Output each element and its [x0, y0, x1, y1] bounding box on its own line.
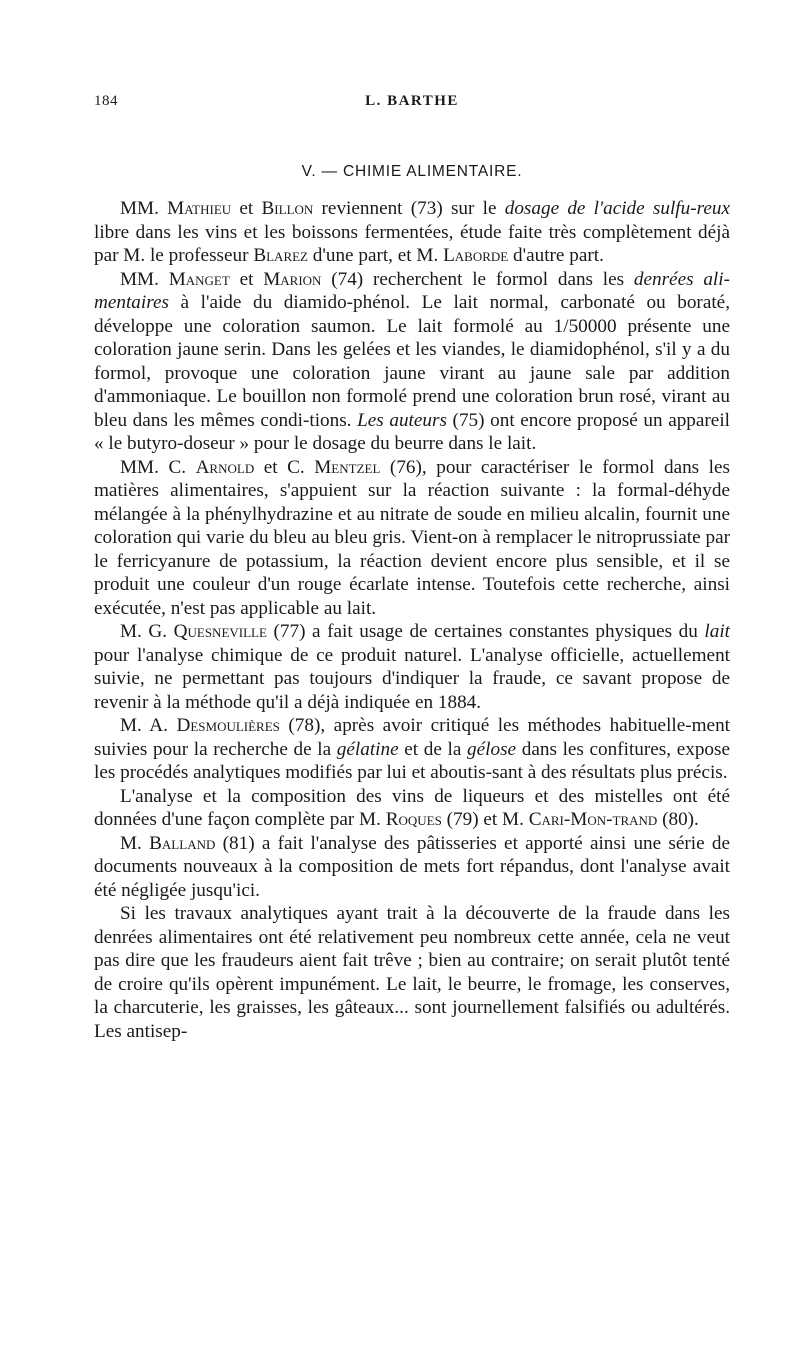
section-title: V. — CHIMIE ALIMENTAIRE.: [301, 163, 523, 180]
author-name: Desmoulières: [176, 715, 280, 736]
text-run: (77) a fait usage de certaines constantes physiques du: [266, 621, 705, 642]
text-run: (78), après avoir critiqué les méthodes habituelle-ment suivies pour la recherche de la: [94, 715, 731, 760]
paragraph: [94, 902, 730, 1043]
author-name: Marion: [263, 268, 322, 290]
text-run: et: [229, 268, 264, 290]
body-text: [94, 197, 730, 1043]
running-title: L. BARTHE: [365, 93, 459, 109]
author-name: Balland: [149, 832, 216, 854]
paragraph: [94, 832, 730, 903]
text-run: et C.: [254, 456, 315, 478]
italic-term: lait: [704, 621, 731, 642]
text-run: pour l'analyse chimique de ce produit naturel. L'analyse officielle, actuellement suivie, ne permettant pas toujours d'indiquer la fraude, ce savant propose de revenir à la méthode qu'il a déjà indiquée en 1884.: [94, 644, 730, 713]
paragraph: [94, 197, 730, 268]
text-run: (81) a fait l'analyse des pâtisseries et apporté ainsi une série de documents nouveaux à la composition de mets fort répandus, dont l'analyse avait été négligée jusqu'ici.: [94, 832, 731, 901]
text-run: (75) ont encore proposé un appareil « le butyro-doseur » pour le dosage du beurre dans le lait.: [94, 409, 730, 454]
text-run: (80).: [657, 809, 699, 830]
author-name: Billon: [261, 198, 314, 219]
text-run: d'une part, et M.: [308, 245, 444, 266]
text-run: reviennent (73) sur le: [313, 198, 505, 219]
text-run: d'autre part.: [508, 245, 604, 266]
text-run: MM.: [120, 268, 169, 290]
text-run: M.: [120, 832, 150, 854]
author-name: Blarez: [253, 245, 308, 266]
author-name: Arnold: [195, 456, 255, 478]
text-run: Si les travaux analytiques ayant trait à la découverte de la fraude dans les denrées alimentaires ont été relativement peu nombreux cette année, cela ne veut pas dire que les fraudeurs aient fait trêve ; bien au contraire; on serait plutôt tenté de croire qu'ils opèrent impunément. Le lait, le beurre, le fromage, les conserves, la charcuterie, les graisses, les gâteaux... sont journellement falsifiés ou adultérés. Les antisep-: [94, 903, 730, 1042]
author-name: Quesneville: [173, 621, 267, 642]
italic-term: gélose: [467, 738, 517, 760]
page-header: [94, 93, 730, 117]
text-run: (76), pour caractériser le formol dans les matières alimentaires, s'appuient sur la réaction suivante : la formal-déhyde mélangée à la phénylhydrazine et au nitrate de soude en milieu alcalin, fournit une coloration qui varie du bleu au bleu gris. Vient-on à remplacer le nitroprussiate par le ferricyanure de potassium, la réaction devient encore plus sensible, et il se produit une couleur d'un rouge écarlate intense. Toutefois cette recherche, ainsi exécutée, n'est pas applicable au lait.: [94, 456, 730, 619]
book-page: [94, 93, 730, 1043]
paragraph: [94, 456, 730, 621]
text-run: dans les confitures, expose les procédés analytiques modifiés par lui et aboutis-sant à des résultats plus précis.: [94, 738, 730, 783]
paragraph: [94, 620, 730, 714]
author-name: Manget: [168, 268, 230, 290]
author-name: Laborde: [443, 245, 509, 266]
italic-term: denrées ali-mentaires: [94, 268, 730, 313]
text-run: à l'aide du diamido-phénol. Le lait normal, carbonaté ou boraté, développe une coloration saumon. Le lait formolé au 1/50000 présente une coloration jaune serin. Dans les gelées et les viandes, le diamidophénol, s'il y a du formol, provoque une coloration jaune virant au jaune sale par addition d'ammoniaque. Le bouillon non formolé prend une coloration brun rosé, virant au bleu dans les mêmes condi-tions.: [94, 292, 730, 431]
text-run: M. A.: [120, 715, 177, 736]
text-run: et: [231, 198, 262, 219]
italic-term: dosage de l'acide sulfu-reux: [504, 198, 730, 219]
author-name: Mathieu: [167, 198, 232, 219]
author-name: Cari-Mon-trand: [528, 809, 658, 830]
text-run: (79) et M.: [441, 809, 529, 830]
text-run: (74) recherchent le formol dans les: [321, 268, 634, 290]
text-run: et de la: [398, 738, 468, 760]
text-run: MM.: [120, 198, 168, 219]
text-run: M. G.: [120, 621, 174, 642]
italic-term: gélatine: [336, 738, 399, 760]
text-run: MM. C.: [120, 456, 196, 478]
author-name: Mentzel: [314, 456, 381, 478]
text-run: libre dans les vins et les boissons fermentées, étude faite très complètement déjà par M. le professeur: [94, 221, 730, 266]
paragraph: [94, 714, 730, 785]
page-number: 184: [94, 93, 118, 109]
paragraph: [94, 268, 730, 456]
paragraph: [94, 785, 730, 832]
italic-term: Les auteurs: [357, 409, 447, 431]
text-run: L'analyse et la composition des vins de liqueurs et des mistelles ont été données d'une façon complète par M.: [94, 785, 730, 830]
author-name: Roques: [385, 809, 442, 830]
